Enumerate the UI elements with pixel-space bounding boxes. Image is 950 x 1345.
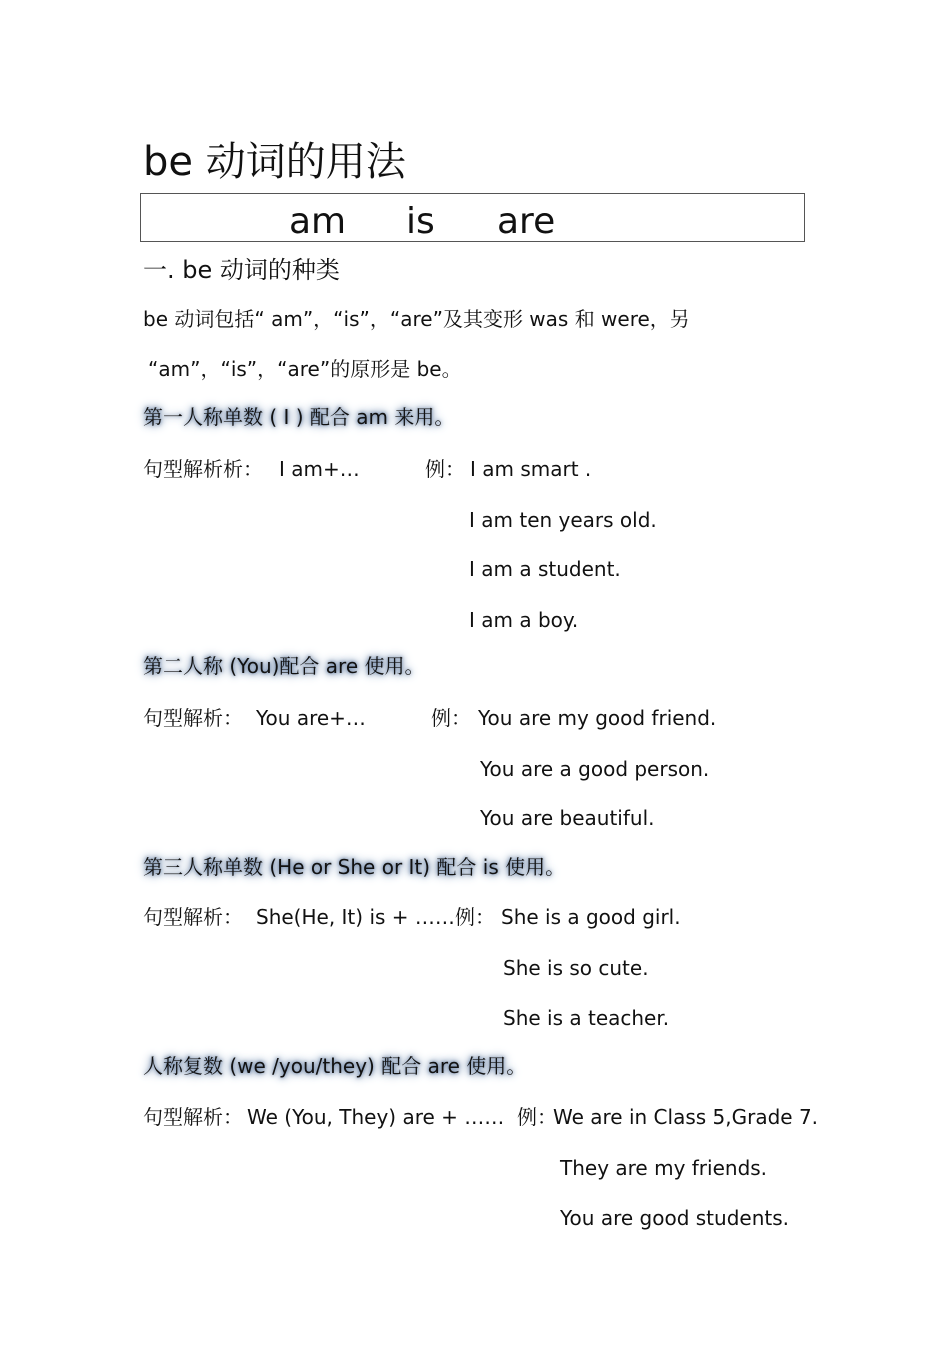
example-sentence: We are in Class 5,Grade 7.: [553, 1105, 819, 1129]
box-word-am: am: [289, 201, 347, 242]
pattern-text: I am+…: [279, 457, 360, 481]
example-label: 例：: [431, 706, 471, 730]
be-verbs-box: [140, 193, 805, 242]
example-sentence: You are my good friend.: [478, 706, 717, 730]
pattern-label: 句型解析：: [143, 1105, 243, 1129]
example-label: 例：: [425, 457, 465, 481]
pattern-text: We (You, They) are + ……: [247, 1105, 505, 1129]
pattern-text: You are+…: [256, 706, 366, 730]
example-sentence: She is a teacher.: [503, 1006, 670, 1030]
page-title: be 动词的用法: [143, 139, 406, 185]
example-sentence: You are beautiful.: [480, 806, 655, 830]
first-person-heading: 第一人称单数 ( I ) 配合 am 来用。: [143, 405, 455, 429]
intro-line-1: be 动词包括“ am”，“is”，“are”及其变形 was 和 were，另: [143, 307, 690, 331]
second-person-heading: 第二人称 (You)配合 are 使用。: [143, 654, 425, 678]
example-sentence: I am smart .: [470, 457, 592, 481]
example-sentence: They are my friends.: [560, 1156, 768, 1180]
example-sentence: I am ten years old.: [469, 508, 657, 532]
example-sentence: You are a good person.: [480, 757, 710, 781]
section-heading: 一. be 动词的种类: [143, 256, 340, 284]
plural-heading: 人称复数 (we /you/they) 配合 are 使用。: [143, 1054, 527, 1078]
box-word-is: is: [406, 201, 435, 242]
example-sentence: You are good students.: [560, 1206, 789, 1230]
intro-line-2: “am”，“is”，“are”的原形是 be。: [148, 357, 462, 381]
pattern-text: She(He, It) is + ……: [256, 905, 455, 929]
pattern-label: 句型解析析：: [143, 457, 263, 481]
pattern-label: 句型解析：: [143, 905, 243, 929]
example-sentence: I am a student.: [469, 557, 621, 581]
box-word-are: are: [497, 201, 556, 242]
example-sentence: I am a boy.: [469, 608, 579, 632]
third-person-heading: 第三人称单数 (He or She or It) 配合 is 使用。: [143, 855, 566, 879]
pattern-label: 句型解析：: [143, 706, 243, 730]
example-sentence: She is a good girl.: [501, 905, 681, 929]
example-sentence: She is so cute.: [503, 956, 649, 980]
example-label: 例：: [517, 1105, 557, 1129]
example-label: 例：: [455, 905, 495, 929]
